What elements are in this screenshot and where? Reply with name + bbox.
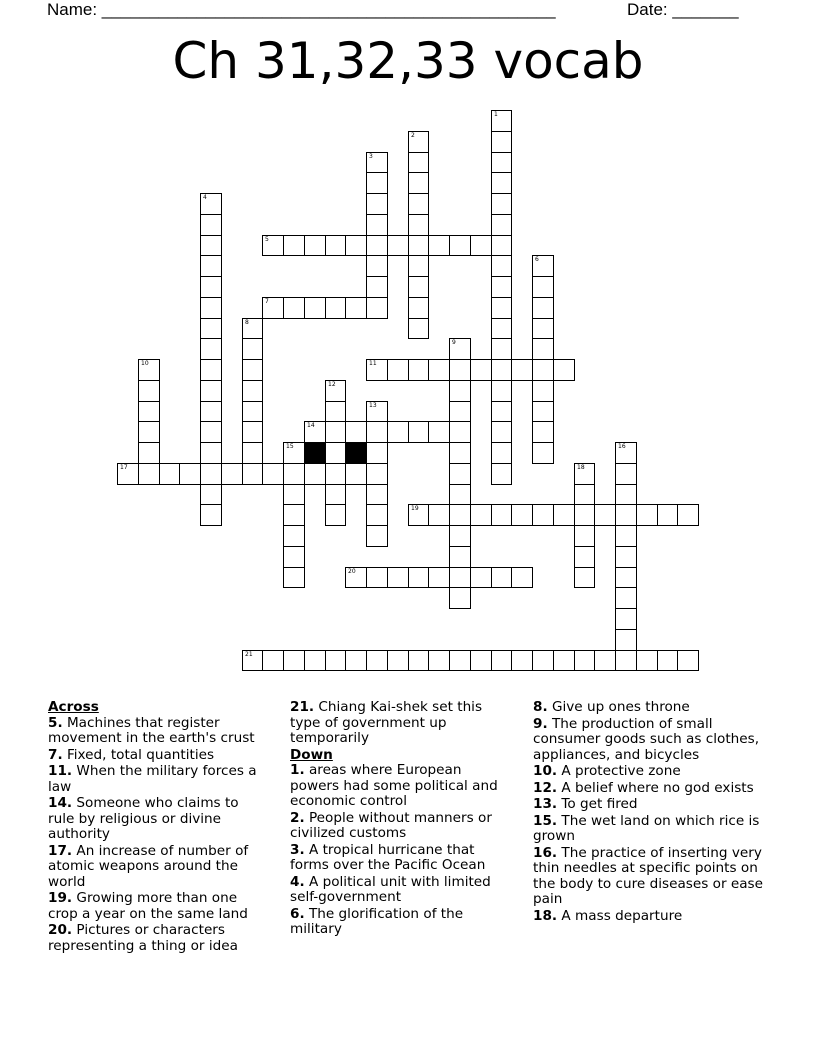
grid-cell[interactable] bbox=[325, 297, 346, 319]
grid-cell[interactable] bbox=[532, 359, 554, 381]
grid-cell[interactable] bbox=[532, 338, 554, 360]
grid-cell[interactable] bbox=[325, 235, 346, 256]
grid-cell[interactable] bbox=[408, 504, 429, 526]
grid-cell[interactable] bbox=[511, 650, 533, 671]
date-field[interactable]: Date: _______ bbox=[627, 0, 739, 19]
clue-down-6: 6. The glorification of the military bbox=[290, 905, 464, 937]
cell-number: 9 bbox=[452, 339, 456, 346]
grid-cell[interactable] bbox=[325, 463, 346, 485]
clue-column-3 bbox=[533, 700, 769, 925]
grid-cell[interactable] bbox=[491, 359, 512, 381]
cell-number: 6 bbox=[535, 256, 539, 263]
grid-cell[interactable] bbox=[200, 359, 222, 381]
grid-cell[interactable] bbox=[366, 255, 388, 277]
grid-cell[interactable] bbox=[615, 587, 637, 609]
grid-cell[interactable] bbox=[615, 442, 637, 464]
clue-down-18: 18. A mass departure bbox=[533, 907, 683, 924]
grid-cell[interactable] bbox=[574, 484, 595, 505]
grid-cell[interactable] bbox=[262, 297, 284, 319]
grid-cell[interactable] bbox=[553, 359, 575, 381]
grid-cell[interactable] bbox=[283, 504, 305, 526]
grid-cell[interactable] bbox=[408, 131, 429, 153]
grid-cell[interactable] bbox=[636, 650, 658, 671]
grid-cell[interactable] bbox=[491, 401, 512, 422]
grid-cell[interactable] bbox=[491, 380, 512, 402]
grid-cell[interactable] bbox=[428, 359, 450, 381]
cell-number: 4 bbox=[203, 194, 207, 201]
grid-cell[interactable] bbox=[491, 338, 512, 360]
grid-cell[interactable] bbox=[200, 380, 222, 402]
grid-cell[interactable] bbox=[491, 276, 512, 298]
grid-cell[interactable] bbox=[345, 235, 367, 256]
grid-cell[interactable] bbox=[615, 567, 637, 588]
down-heading: Down bbox=[290, 746, 333, 763]
cell-number: 5 bbox=[265, 236, 269, 243]
grid-cell[interactable] bbox=[491, 297, 512, 319]
grid-cell[interactable] bbox=[283, 442, 305, 464]
grid-cell[interactable] bbox=[366, 484, 388, 505]
grid-cell[interactable] bbox=[200, 276, 222, 298]
grid-cell[interactable] bbox=[283, 546, 305, 568]
grid-cell[interactable] bbox=[242, 359, 263, 381]
grid-cell[interactable] bbox=[345, 463, 367, 485]
grid-cell[interactable] bbox=[532, 318, 554, 339]
grid-cell[interactable] bbox=[574, 650, 595, 671]
grid-cell[interactable] bbox=[428, 650, 450, 671]
grid-cell[interactable] bbox=[470, 235, 492, 256]
grid-cell[interactable] bbox=[532, 442, 554, 464]
across-heading: Across bbox=[48, 699, 99, 715]
grid-cell[interactable] bbox=[574, 567, 595, 588]
grid-cell[interactable] bbox=[366, 359, 388, 381]
grid-cell[interactable] bbox=[470, 650, 492, 671]
grid-cell[interactable] bbox=[532, 504, 554, 526]
grid-cell[interactable] bbox=[615, 650, 637, 671]
grid-cell[interactable] bbox=[200, 484, 222, 505]
clue-across-21: 21. Chiang Kai-shek set this type of government up temporarily bbox=[290, 699, 483, 746]
grid-cell[interactable] bbox=[491, 255, 512, 277]
cell-number: 19 bbox=[411, 505, 419, 512]
cell-number: 15 bbox=[286, 443, 294, 450]
grid-cell[interactable] bbox=[428, 235, 450, 256]
clue-across-11: 11. When the military forces a law bbox=[48, 763, 257, 795]
clue-down-2: 2. People without manners or civilized customs bbox=[290, 809, 492, 841]
grid-cell[interactable] bbox=[262, 650, 284, 671]
grid-cell[interactable] bbox=[283, 484, 305, 505]
grid-cell[interactable] bbox=[553, 650, 575, 671]
grid-cell[interactable] bbox=[449, 421, 471, 443]
grid-cell[interactable] bbox=[200, 504, 222, 526]
clue-column-2 bbox=[290, 700, 510, 939]
name-field[interactable]: Name: ________________________________________________ bbox=[47, 0, 556, 19]
grid-cell[interactable] bbox=[408, 214, 429, 236]
grid-cell[interactable] bbox=[242, 401, 263, 422]
grid-cell[interactable] bbox=[532, 421, 554, 443]
grid-cell[interactable] bbox=[511, 504, 533, 526]
grid-cell[interactable] bbox=[574, 546, 595, 568]
cell-number: 18 bbox=[577, 464, 585, 471]
grid-cell[interactable] bbox=[428, 567, 450, 588]
grid-cell[interactable] bbox=[553, 504, 575, 526]
cell-number: 7 bbox=[265, 298, 269, 305]
grid-cell[interactable] bbox=[366, 214, 388, 236]
grid-cell[interactable] bbox=[200, 463, 222, 485]
grid-cell[interactable] bbox=[511, 359, 533, 381]
grid-cell[interactable] bbox=[387, 421, 409, 443]
grid-cell[interactable] bbox=[615, 484, 637, 505]
grid-cell-black bbox=[345, 442, 367, 464]
grid-cell[interactable] bbox=[408, 650, 429, 671]
clue-down-13: 13. To get fired bbox=[533, 796, 638, 812]
grid-cell[interactable] bbox=[677, 650, 699, 671]
grid-cell[interactable] bbox=[428, 504, 450, 526]
grid-cell[interactable] bbox=[304, 297, 326, 319]
grid-cell[interactable] bbox=[449, 567, 471, 588]
grid-cell[interactable] bbox=[491, 318, 512, 339]
cell-number: 3 bbox=[369, 153, 373, 160]
grid-cell[interactable] bbox=[138, 442, 160, 464]
grid-cell[interactable] bbox=[532, 297, 554, 319]
grid-cell[interactable] bbox=[366, 172, 388, 194]
clue-down-16: 16. The practice of inserting very thin needles at specific points on the body to cure diseases or ease pain bbox=[533, 844, 763, 907]
grid-cell[interactable] bbox=[366, 567, 388, 588]
grid-cell[interactable] bbox=[200, 421, 222, 443]
grid-cell[interactable] bbox=[449, 484, 471, 505]
grid-cell[interactable] bbox=[532, 401, 554, 422]
clue-down-8: 8. Give up ones throne bbox=[533, 699, 690, 715]
grid-cell[interactable] bbox=[283, 650, 305, 671]
grid-cell[interactable] bbox=[242, 463, 263, 485]
grid-cell[interactable] bbox=[491, 214, 512, 236]
grid-cell[interactable] bbox=[366, 504, 388, 526]
grid-cell[interactable] bbox=[491, 131, 512, 153]
grid-cell[interactable] bbox=[574, 525, 595, 547]
grid-cell[interactable] bbox=[657, 650, 678, 671]
clue-across-19: 19. Growing more than one crop a year on the same land bbox=[48, 890, 248, 922]
cell-number: 20 bbox=[348, 568, 356, 575]
grid-cell[interactable] bbox=[532, 276, 554, 298]
grid-cell[interactable] bbox=[325, 484, 346, 505]
grid-cell[interactable] bbox=[491, 650, 512, 671]
grid-cell[interactable] bbox=[636, 504, 658, 526]
clue-down-9: 9. The production of small consumer goods such as clothes, appliances, and bicycles bbox=[533, 715, 760, 763]
grid-cell[interactable] bbox=[491, 172, 512, 194]
grid-cell[interactable] bbox=[408, 193, 429, 215]
clue-across-14: 14. Someone who claims to rule by religious or divine authority bbox=[48, 795, 239, 842]
grid-cell[interactable] bbox=[408, 276, 429, 298]
grid-cell[interactable] bbox=[511, 567, 533, 588]
grid-cell[interactable] bbox=[283, 297, 305, 319]
grid-cell[interactable] bbox=[325, 504, 346, 526]
grid-cell[interactable] bbox=[283, 525, 305, 547]
grid-cell[interactable] bbox=[574, 504, 595, 526]
grid-cell[interactable] bbox=[304, 235, 326, 256]
cell-number: 16 bbox=[618, 443, 626, 450]
grid-cell[interactable] bbox=[283, 235, 305, 256]
cell-number: 17 bbox=[120, 464, 128, 471]
clue-down-12: 12. A belief where no god exists bbox=[533, 779, 754, 796]
grid-cell[interactable] bbox=[221, 463, 243, 485]
grid-cell[interactable] bbox=[345, 567, 367, 588]
grid-cell[interactable] bbox=[387, 235, 409, 256]
clue-down-4: 4. A political unit with limited self-government bbox=[290, 873, 491, 905]
grid-cell[interactable] bbox=[532, 380, 554, 402]
grid-cell[interactable] bbox=[470, 359, 492, 381]
grid-cell[interactable] bbox=[179, 463, 201, 485]
grid-cell[interactable] bbox=[449, 504, 471, 526]
grid-cell[interactable] bbox=[242, 380, 263, 402]
grid-cell[interactable] bbox=[615, 608, 637, 630]
grid-cell[interactable] bbox=[325, 401, 346, 422]
grid-cell[interactable] bbox=[283, 463, 305, 485]
grid-cell[interactable] bbox=[242, 442, 263, 464]
grid-cell[interactable] bbox=[491, 567, 512, 588]
grid-cell[interactable] bbox=[449, 359, 471, 381]
grid-cell[interactable] bbox=[304, 421, 326, 443]
grid-cell[interactable] bbox=[449, 525, 471, 547]
grid-cell[interactable] bbox=[366, 193, 388, 215]
grid-cell[interactable] bbox=[242, 338, 263, 360]
grid-cell[interactable] bbox=[594, 650, 616, 671]
grid-cell[interactable] bbox=[408, 567, 429, 588]
clue-across-20: 20. Pictures or characters representing a thing or idea bbox=[48, 922, 238, 954]
grid-cell[interactable] bbox=[449, 650, 471, 671]
cell-number: 12 bbox=[328, 381, 336, 388]
grid-cell[interactable] bbox=[677, 504, 699, 526]
grid-cell[interactable] bbox=[408, 255, 429, 277]
cell-number: 14 bbox=[307, 422, 315, 429]
grid-cell[interactable] bbox=[283, 567, 305, 588]
cell-number: 13 bbox=[369, 402, 377, 409]
grid-cell[interactable] bbox=[615, 463, 637, 485]
grid-cell[interactable] bbox=[615, 546, 637, 568]
grid-cell[interactable] bbox=[470, 504, 492, 526]
grid-cell[interactable] bbox=[387, 359, 409, 381]
grid-cell[interactable] bbox=[262, 235, 284, 256]
grid-cell[interactable] bbox=[200, 255, 222, 277]
grid-cell[interactable] bbox=[200, 401, 222, 422]
grid-cell[interactable] bbox=[366, 525, 388, 547]
grid-cell[interactable] bbox=[615, 504, 637, 526]
grid-cell[interactable] bbox=[242, 421, 263, 443]
clue-down-15: 15. The wet land on which rice is grown bbox=[533, 812, 760, 844]
grid-cell[interactable] bbox=[470, 567, 492, 588]
grid-cell[interactable] bbox=[574, 463, 595, 485]
grid-cell[interactable] bbox=[408, 152, 429, 173]
cell-number: 11 bbox=[369, 360, 377, 367]
clue-column-1 bbox=[48, 700, 266, 955]
grid-cell[interactable] bbox=[345, 421, 367, 443]
grid-cell[interactable] bbox=[138, 401, 160, 422]
grid-cell[interactable] bbox=[366, 421, 388, 443]
grid-cell[interactable] bbox=[449, 235, 471, 256]
grid-cell[interactable] bbox=[532, 650, 554, 671]
grid-cell[interactable] bbox=[428, 421, 450, 443]
grid-cell[interactable] bbox=[657, 504, 678, 526]
grid-cell[interactable] bbox=[532, 255, 554, 277]
grid-cell[interactable] bbox=[304, 650, 326, 671]
grid-cell[interactable] bbox=[408, 359, 429, 381]
grid-cell[interactable] bbox=[138, 463, 160, 485]
grid-cell[interactable] bbox=[200, 338, 222, 360]
grid-cell[interactable] bbox=[408, 318, 429, 339]
grid-cell[interactable] bbox=[366, 650, 388, 671]
grid-cell[interactable] bbox=[366, 401, 388, 422]
grid-cell[interactable] bbox=[615, 629, 637, 651]
grid-cell[interactable] bbox=[408, 421, 429, 443]
clue-across-7: 7. Fixed, total quantities bbox=[48, 746, 215, 763]
grid-cell[interactable] bbox=[200, 297, 222, 319]
grid-cell[interactable] bbox=[366, 442, 388, 464]
grid-cell[interactable] bbox=[345, 297, 367, 319]
grid-cell[interactable] bbox=[366, 152, 388, 173]
grid-cell[interactable] bbox=[366, 235, 388, 256]
grid-cell[interactable] bbox=[449, 587, 471, 609]
cell-number: 21 bbox=[245, 651, 253, 658]
grid-cell[interactable] bbox=[262, 463, 284, 485]
grid-cell-black bbox=[304, 442, 326, 464]
grid-cell[interactable] bbox=[325, 442, 346, 464]
grid-cell[interactable] bbox=[449, 442, 471, 464]
grid-cell[interactable] bbox=[200, 214, 222, 236]
cell-number: 1 bbox=[494, 111, 498, 118]
grid-cell[interactable] bbox=[325, 380, 346, 402]
grid-cell[interactable] bbox=[615, 525, 637, 547]
grid-cell[interactable] bbox=[366, 276, 388, 298]
grid-cell[interactable] bbox=[449, 338, 471, 360]
grid-cell[interactable] bbox=[491, 504, 512, 526]
grid-cell[interactable] bbox=[491, 110, 512, 132]
grid-cell[interactable] bbox=[304, 463, 326, 485]
cell-number: 8 bbox=[245, 319, 249, 326]
grid-cell[interactable] bbox=[117, 463, 139, 485]
grid-cell[interactable] bbox=[491, 421, 512, 443]
grid-cell[interactable] bbox=[408, 297, 429, 319]
grid-cell[interactable] bbox=[366, 297, 388, 319]
grid-cell[interactable] bbox=[491, 463, 512, 485]
grid-cell[interactable] bbox=[387, 567, 409, 588]
grid-cell[interactable] bbox=[138, 421, 160, 443]
grid-cell[interactable] bbox=[408, 235, 429, 256]
cell-number: 10 bbox=[141, 360, 149, 367]
grid-cell[interactable] bbox=[491, 442, 512, 464]
grid-cell[interactable] bbox=[491, 193, 512, 215]
grid-cell[interactable] bbox=[200, 442, 222, 464]
grid-cell[interactable] bbox=[200, 235, 222, 256]
grid-cell[interactable] bbox=[408, 172, 429, 194]
clue-down-1: 1. areas where European powers had some political and economic control bbox=[290, 762, 498, 809]
grid-cell[interactable] bbox=[366, 463, 388, 485]
grid-cell[interactable] bbox=[200, 318, 222, 339]
grid-cell[interactable] bbox=[345, 650, 367, 671]
clue-down-3: 3. A tropical hurricane that forms over the Pacific Ocean bbox=[290, 841, 486, 873]
clue-down-10: 10. A protective zone bbox=[533, 763, 681, 779]
grid-cell[interactable] bbox=[491, 152, 512, 173]
grid-cell[interactable] bbox=[242, 318, 263, 339]
grid-cell[interactable] bbox=[449, 401, 471, 422]
grid-cell[interactable] bbox=[387, 650, 409, 671]
clue-across-17: 17. An increase of number of atomic weapons around the world bbox=[48, 842, 249, 890]
grid-cell[interactable] bbox=[242, 650, 263, 671]
grid-cell[interactable] bbox=[449, 546, 471, 568]
grid-cell[interactable] bbox=[200, 193, 222, 215]
grid-cell[interactable] bbox=[325, 650, 346, 671]
grid-cell[interactable] bbox=[138, 359, 160, 381]
grid-cell[interactable] bbox=[491, 235, 512, 256]
clue-across-5: 5. Machines that register movement in the earth's crust bbox=[48, 714, 255, 746]
grid-cell[interactable] bbox=[449, 380, 471, 402]
grid-cell[interactable] bbox=[594, 504, 616, 526]
grid-cell[interactable] bbox=[159, 463, 180, 485]
cell-number: 2 bbox=[411, 132, 415, 139]
page-title: Ch 31,32,33 vocab bbox=[172, 32, 644, 90]
grid-cell[interactable] bbox=[138, 380, 160, 402]
grid-cell[interactable] bbox=[325, 421, 346, 443]
grid-cell[interactable] bbox=[449, 463, 471, 485]
